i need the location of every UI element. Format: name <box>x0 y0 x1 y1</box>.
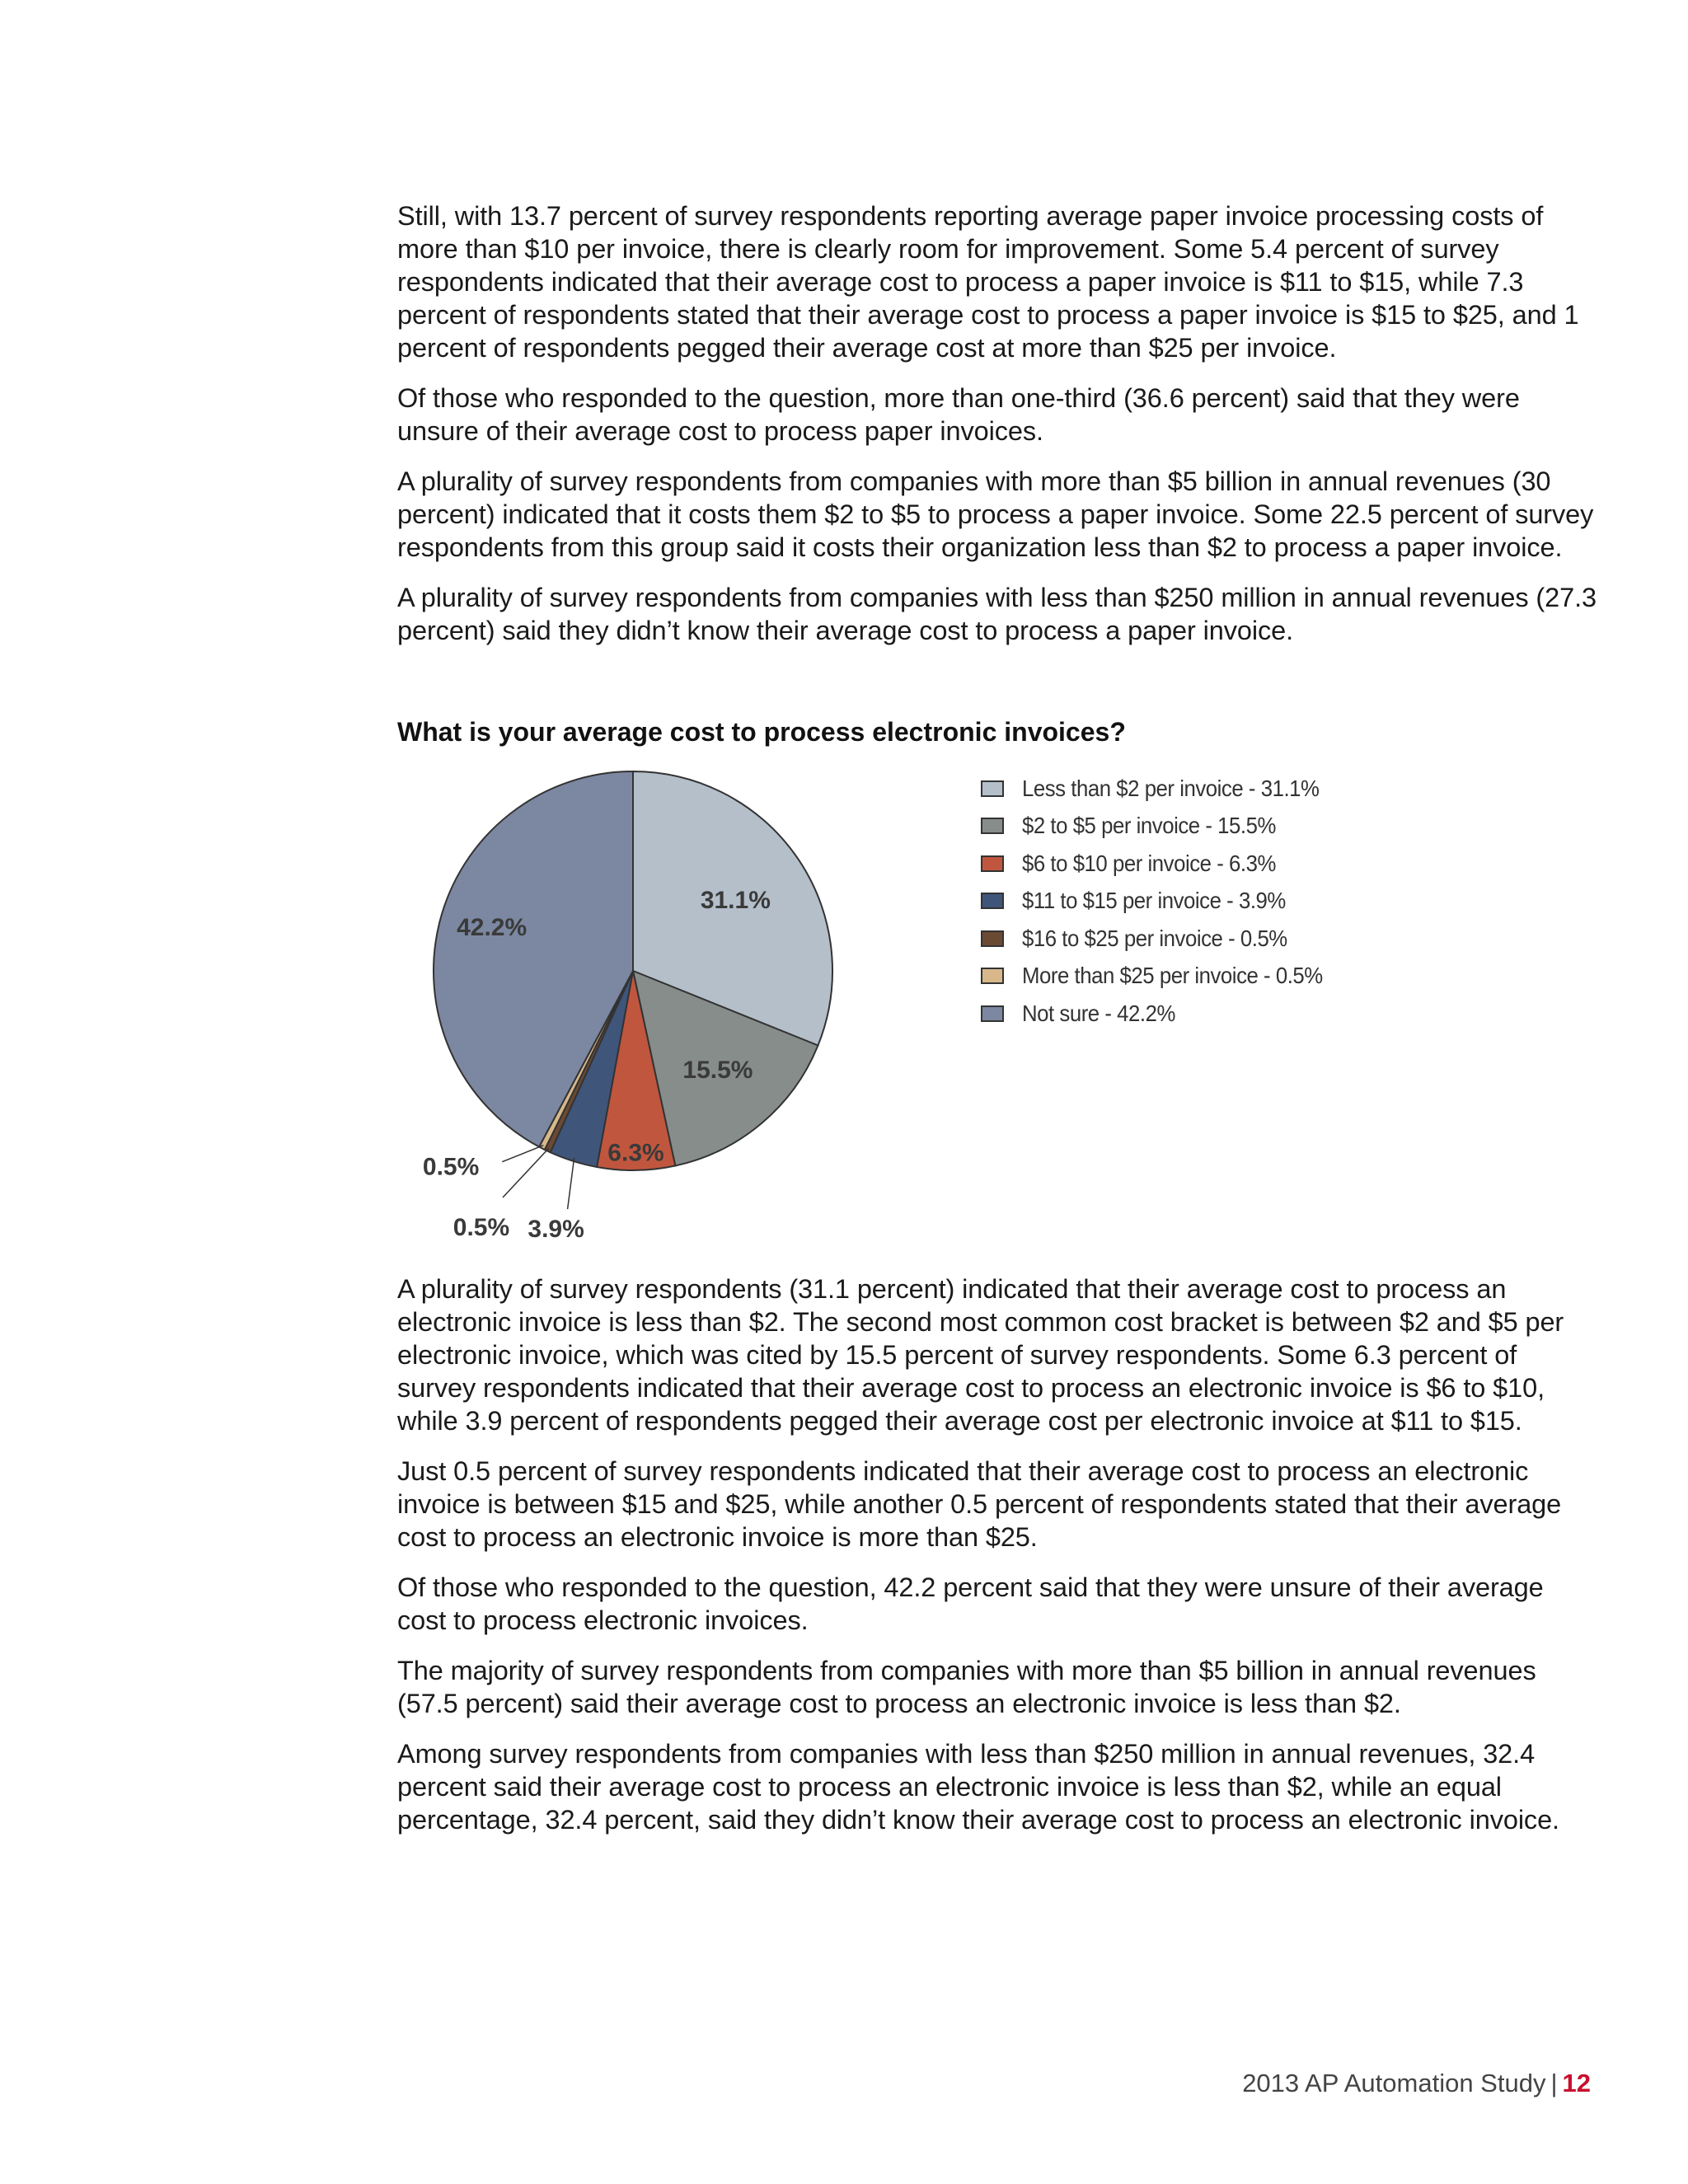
legend-swatch <box>981 930 1004 947</box>
slice-label: 6.3% <box>607 1139 664 1167</box>
legend-swatch <box>981 968 1004 984</box>
slice-label: 3.9% <box>528 1215 584 1243</box>
chart-legend <box>981 770 1348 1033</box>
leader-line <box>568 1158 574 1209</box>
leader-line <box>503 1148 549 1197</box>
legend-label: More than $25 per invoice - 0.5% <box>1022 963 1323 989</box>
legend-swatch <box>981 818 1004 834</box>
chart-title: What is your average cost to process electronic invoices? <box>397 717 1126 747</box>
paragraph: A plurality of survey respondents from companies with less than $250 million in annual revenues (27.3 percent) said they didn’t know their average cost to process a paper invoice. <box>397 583 1597 645</box>
legend-swatch <box>981 780 1004 797</box>
legend-label: Not sure - 42.2% <box>1022 1000 1175 1026</box>
legend-item <box>981 958 1348 996</box>
slice-label: 15.5% <box>682 1057 753 1085</box>
paragraph: Still, with 13.7 percent of survey respondents reporting average paper invoice processing costs of more than $10 per invoice, there is clearly room for improvement. Some 5.4 percent of survey respondents indicated that their average cost to process a paper invoice is $11 to $15, while 7.3 percent of respondents stated that their average cost to process a paper invoice is $15 to $25, and 1 percent of respondents pegged their average cost at more than $25 per invoice. <box>397 201 1579 363</box>
pie-chart <box>412 758 857 1253</box>
footer-title: 2013 AP Automation Study <box>1242 2069 1546 2097</box>
legend-item <box>981 770 1348 808</box>
legend-item <box>981 808 1348 846</box>
slice-label: 31.1% <box>700 886 771 914</box>
slice-label: 0.5% <box>422 1153 480 1181</box>
paragraph: Of those who responded to the question, 42.2 percent said that they were unsure of their average cost to process electronic invoices. <box>397 1572 1544 1635</box>
body-text-bottom <box>397 1272 1599 1854</box>
slice-label: 0.5% <box>452 1213 510 1241</box>
body-text-top <box>397 199 1599 664</box>
legend-label: $16 to $25 per invoice - 0.5% <box>1022 925 1287 951</box>
legend-item <box>981 883 1348 921</box>
paragraph: Just 0.5 percent of survey respondents indicated that their average cost to process an electronic invoice is between $15 and $25, while another 0.5 percent of respondents stated that their average cost to process an electronic invoice is more than $25. <box>397 1456 1562 1552</box>
footer-separator: | <box>1550 2069 1558 2097</box>
legend-swatch <box>981 1005 1004 1022</box>
page-footer <box>1242 2067 1591 2100</box>
legend-item <box>981 920 1348 958</box>
page-number: 12 <box>1562 2069 1591 2097</box>
slice-label: 42.2% <box>457 914 528 942</box>
legend-label: $11 to $15 per invoice - 3.9% <box>1022 888 1286 914</box>
legend-label: $2 to $5 per invoice - 15.5% <box>1022 813 1276 839</box>
legend-label: $6 to $10 per invoice - 6.3% <box>1022 850 1276 876</box>
legend-swatch <box>981 893 1004 909</box>
legend-swatch <box>981 855 1004 872</box>
legend-item <box>981 845 1348 883</box>
paragraph: The majority of survey respondents from companies with more than $5 billion in annual revenues (57.5 percent) said their average cost to process an electronic invoice is less than $2. <box>397 1656 1536 1718</box>
legend-label: Less than $2 per invoice - 31.1% <box>1022 775 1320 801</box>
paragraph: A plurality of survey respondents from companies with more than $5 billion in annual revenues (30 percent) indicated that it costs them $2 to $5 to process a paper invoice. Some 22.5 percent of survey respondents from this group said it costs their organization less than $2 to process a paper invoice. <box>397 466 1594 562</box>
paragraph: A plurality of survey respondents (31.1 percent) indicated that their average cost to process an electronic invoice is less than $2. The second most common cost bracket is between $2 and $5 per electronic invoice, which was cited by 15.5 percent of survey respondents. Some 6.3 percent of survey respondents indicated that their average cost to process an electronic invoice is $6 to $10, while 3.9 percent of respondents pegged their average cost per electronic invoice at $11 to $15. <box>397 1274 1564 1436</box>
leader-line <box>502 1146 543 1162</box>
legend-item <box>981 995 1348 1033</box>
paragraph: Among survey respondents from companies with less than $250 million in annual revenues, 32.4 percent said their average cost to process an electronic invoice is less than $2, while an equal percentage, 32.4 percent, said they didn’t know their average cost to process an electronic invoice. <box>397 1739 1559 1835</box>
paragraph: Of those who responded to the question, more than one-third (36.6 percent) said that they were unsure of their average cost to process paper invoices. <box>397 383 1520 446</box>
